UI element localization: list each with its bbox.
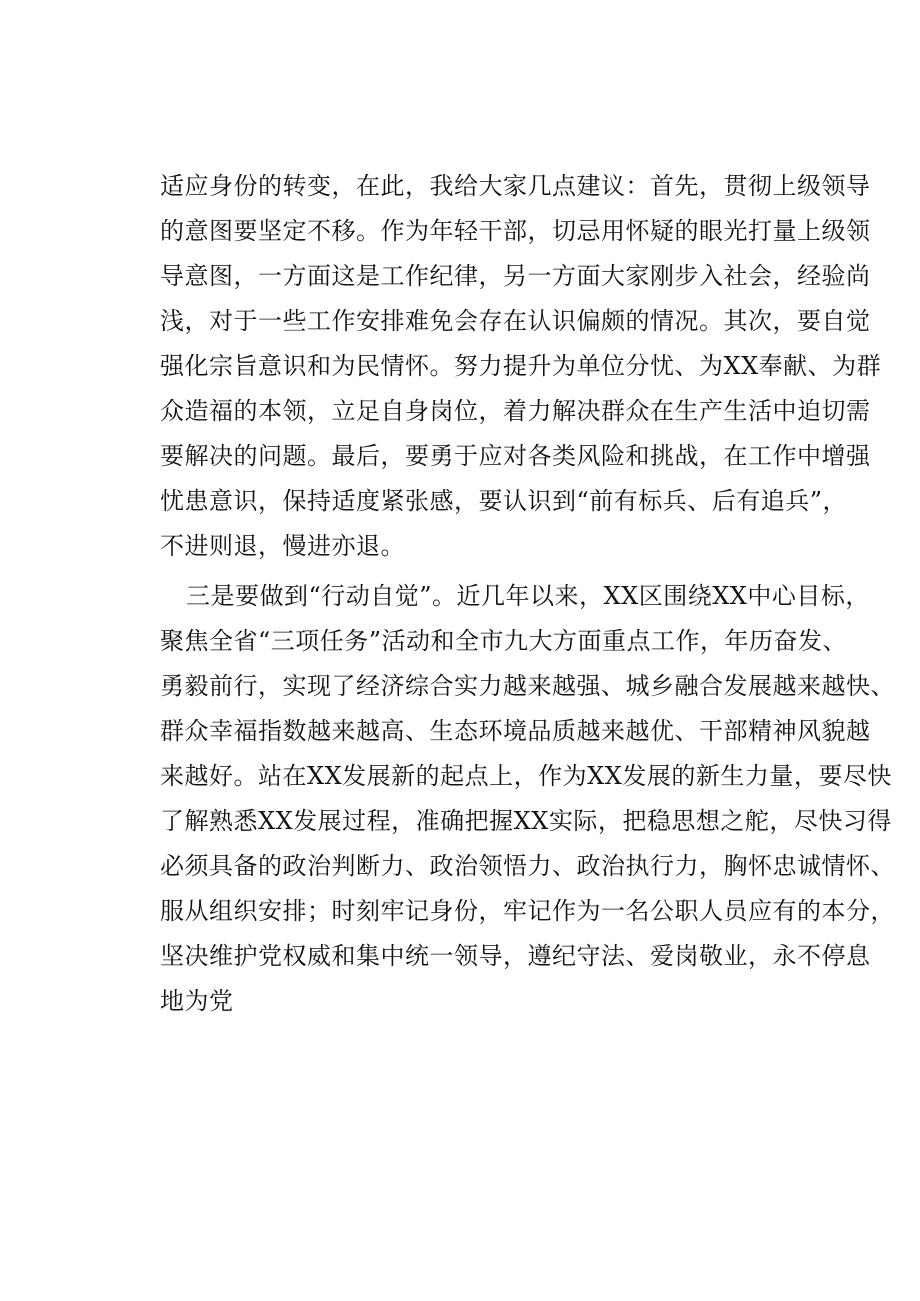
text-line: 导意图，一方面这是工作纪律，另一方面大家刚步入社会，经验尚: [160, 262, 871, 290]
text-line: 要解决的问题。最后，要勇于应对各类风险和挑战，在工作中增强: [160, 442, 871, 470]
text-line: 众造福的本领，立足自身岗位，着力解决群众在生产生活中迫切需: [160, 397, 871, 425]
text-line: 不进则退，慢进亦退。: [160, 532, 405, 560]
text-line: 地为党: [160, 987, 234, 1015]
text-line: 勇毅前行，实现了经济综合实力越来越强、城乡融合发展越来越快、: [160, 672, 895, 700]
text-line: 来越好。站在XX发展新的起点上，作为XX发展的新生力量，要尽快: [160, 762, 892, 790]
text-line: 浅，对于一些工作安排难免会存在认识偏颇的情况。其次，要自觉: [160, 307, 871, 335]
text-line: 的意图要坚定不移。作为年轻干部，切忌用怀疑的眼光打量上级领: [160, 217, 871, 245]
text-line: 坚决维护党权威和集中统一领导，遵纪守法、爱岗敬业，永不停息: [160, 942, 871, 970]
text-line: 适应身份的转变，在此，我给大家几点建议：首先，贯彻上级领导: [160, 172, 871, 200]
text-line: 群众幸福指数越来越高、生态环境品质越来越优、干部精神风貌越: [160, 717, 871, 745]
text-line: 忧患意识，保持适度紧张感，要认识到“前有标兵、后有追兵”，: [160, 487, 848, 515]
text-line: 强化宗旨意识和为民情怀。努力提升为单位分忧、为XX奉献、为群: [160, 352, 882, 380]
text-line: 聚焦全省“三项任务”活动和全市九大方面重点工作，年历奋发、: [160, 627, 848, 655]
text-line: 了解熟悉XX发展过程，准确把握XX实际，把稳思想之舵，尽快习得: [160, 807, 892, 835]
text-line: 服从组织安排；时刻牢记身份，牢记作为一名公职人员应有的本分，: [160, 897, 895, 925]
paragraph-1: [160, 164, 882, 569]
text-line: 必须具备的政治判断力、政治领悟力、政治执行力，胸怀忠诚情怀、: [160, 852, 895, 880]
paragraph-2: [160, 574, 895, 1024]
text-line: 三是要做到“行动自觉”。近几年以来，XX区围绕XX中心目标，: [186, 582, 870, 610]
